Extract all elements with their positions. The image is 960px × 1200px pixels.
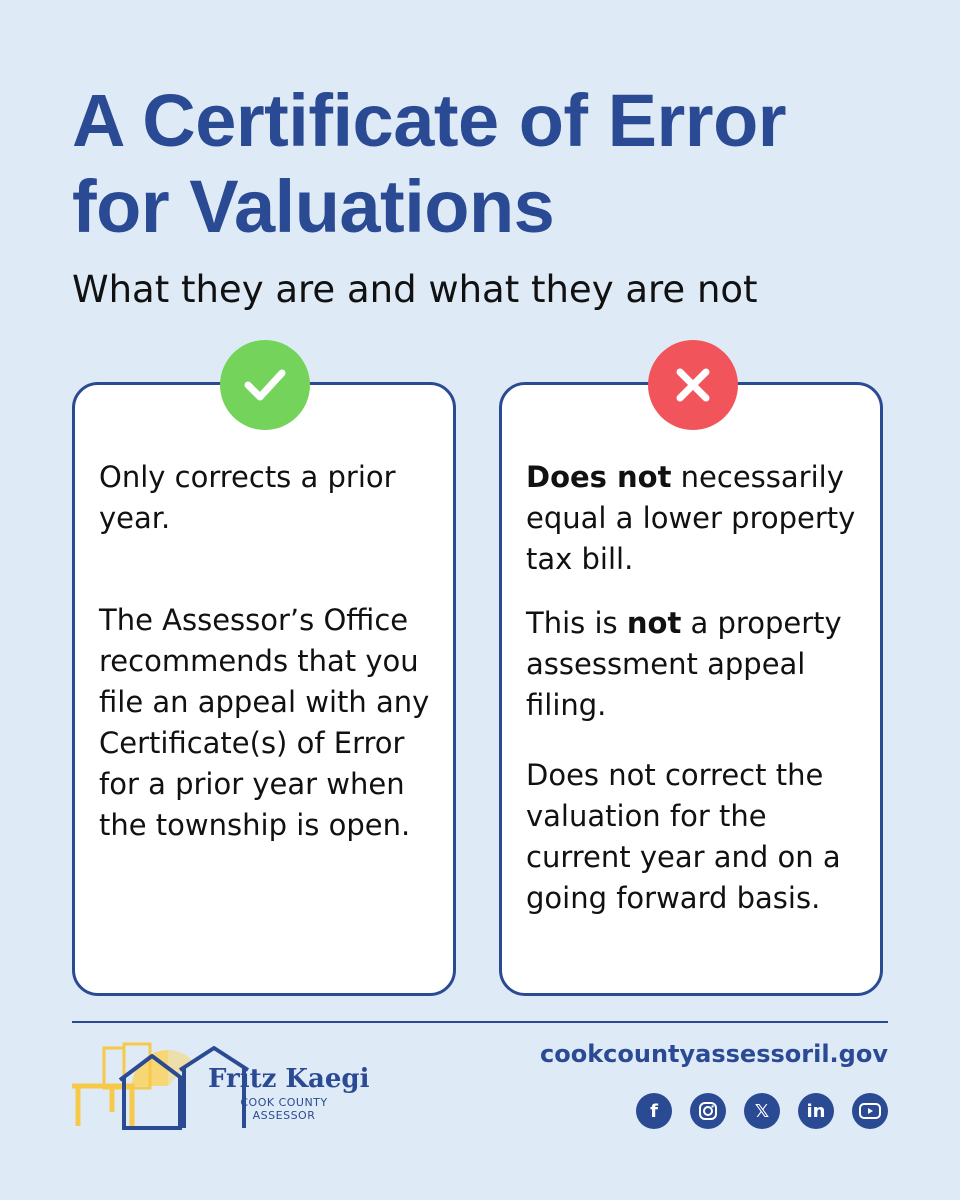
- social-links: [636, 1093, 888, 1129]
- what-they-are-not-card: [499, 382, 883, 996]
- facebook-icon[interactable]: f: [636, 1093, 672, 1129]
- card-text-span: necessarily equal a lower property tax bill.: [526, 460, 856, 576]
- card-text-span: This is: [526, 606, 627, 640]
- card-text: The Assessor’s Office recommends that you file an appeal with any Certificate(s) of Error for a prior year when the township is open.: [99, 603, 430, 842]
- what-they-are-card: [72, 382, 456, 996]
- logo-name: Fritz Kaegi: [208, 1064, 370, 1094]
- website-link[interactable]: cookcountyassessoril.gov: [540, 1040, 888, 1068]
- card-text: Does not correct the valuation for the current year and on a going forward basis.: [526, 758, 841, 915]
- youtube-icon[interactable]: [852, 1093, 888, 1129]
- card-text-span: a property assessment appeal filing.: [526, 606, 842, 722]
- card-text: Only corrects a prior year.: [99, 460, 396, 535]
- logo-subtitle-line: COOK COUNTY: [240, 1096, 328, 1109]
- bold-text: Does not: [526, 460, 672, 494]
- instagram-icon[interactable]: [690, 1093, 726, 1129]
- logo-subtitle-line: ASSESSOR: [252, 1109, 316, 1122]
- card-text: [526, 457, 866, 580]
- footer-divider: [72, 1021, 888, 1023]
- page-subtitle: What they are and what they are not: [72, 268, 758, 311]
- bold-text: not: [626, 606, 682, 640]
- page-title: A Certificate of Error for Valuations: [72, 79, 787, 248]
- cross-icon: [648, 340, 738, 430]
- logo-subtitle: [208, 1096, 360, 1122]
- linkedin-icon[interactable]: in: [798, 1093, 834, 1129]
- card-text: [526, 603, 866, 726]
- x-icon[interactable]: 𝕏: [744, 1093, 780, 1129]
- check-icon: [220, 340, 310, 430]
